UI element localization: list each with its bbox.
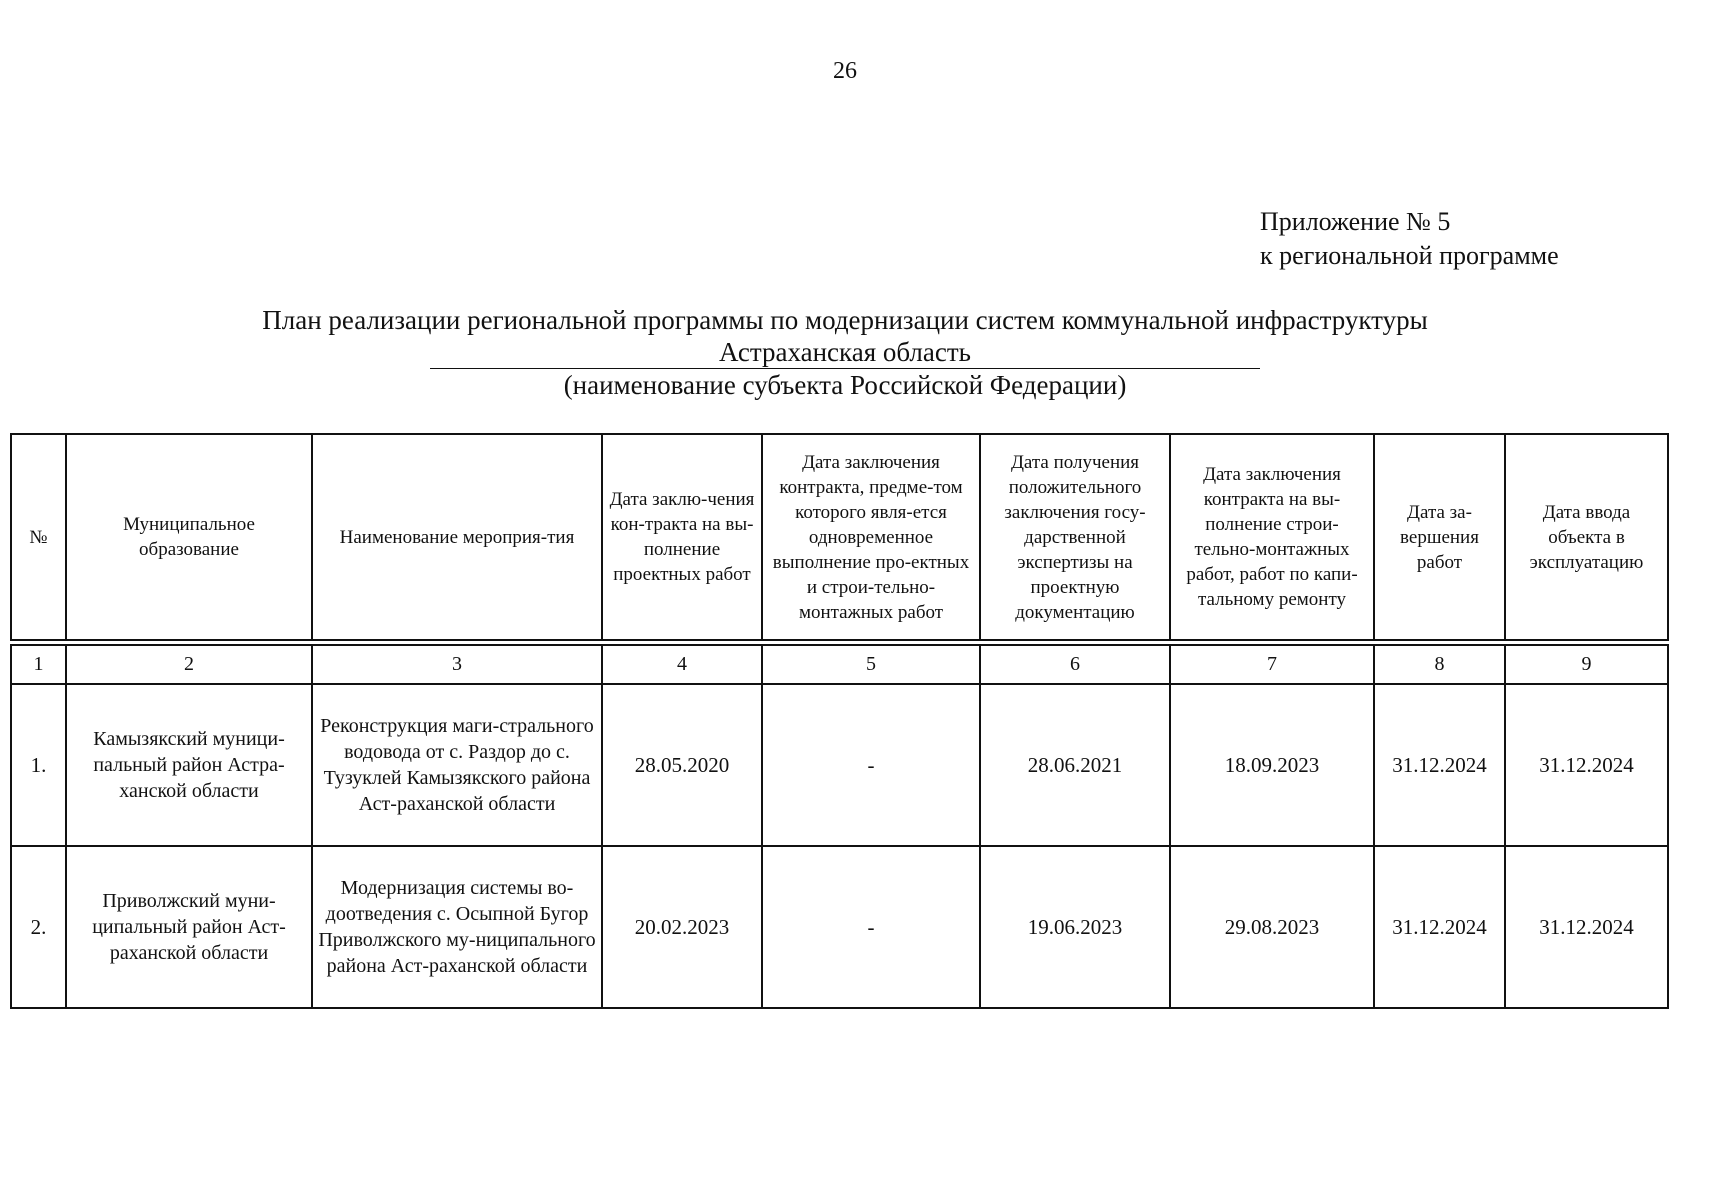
row-construction-contract: 29.08.2023 [1170, 846, 1374, 1008]
row-expertise: 28.06.2021 [980, 684, 1170, 846]
row-commissioning: 31.12.2024 [1505, 684, 1668, 846]
header-municipality: Муниципальное образование [66, 434, 312, 640]
header-event: Наименование мероприя-тия [312, 434, 602, 640]
row-combined-contract: - [762, 684, 980, 846]
plan-table [10, 433, 1669, 1009]
column-number: 8 [1374, 645, 1505, 684]
header-construction-contract: Дата заключения контракта на вы-полнение строи-тельно-монтажных работ, работ по капи-тальному ремонту [1170, 434, 1374, 640]
page-number: 26 [833, 58, 857, 84]
table-row [11, 684, 1668, 846]
row-municipality: Камызякский муници-пальный район Астра-ханской области [66, 684, 312, 846]
row-completion: 31.12.2024 [1374, 846, 1505, 1008]
row-completion: 31.12.2024 [1374, 684, 1505, 846]
row-construction-contract: 18.09.2023 [1170, 684, 1374, 846]
table-header-row [11, 434, 1668, 640]
document-title [0, 304, 1690, 401]
column-number: 9 [1505, 645, 1668, 684]
column-number-row [11, 645, 1668, 684]
header-design-contract: Дата заклю-чения кон-тракта на вы-полнение проектных работ [602, 434, 762, 640]
appendix-note [1260, 205, 1559, 273]
row-design-contract: 20.02.2023 [602, 846, 762, 1008]
column-number: 4 [602, 645, 762, 684]
appendix-line-2: к региональной программе [1260, 241, 1559, 270]
header-expertise: Дата получения положительного заключения госу-дарственной экспертизы на проектную документацию [980, 434, 1170, 640]
column-number: 5 [762, 645, 980, 684]
row-design-contract: 28.05.2020 [602, 684, 762, 846]
row-municipality: Приволжский муни-ципальный район Аст-раханской области [66, 846, 312, 1008]
column-number: 6 [980, 645, 1170, 684]
title-main: План реализации региональной программы по модернизации систем коммунальной инфраструктуры [262, 305, 1428, 335]
row-event: Модернизация системы во-доотведения с. Осыпной Бугор Приволжского му-ниципального района Аст-раханской области [312, 846, 602, 1008]
title-subject: Астраханская область [430, 336, 1260, 369]
header-completion: Дата за-вершения работ [1374, 434, 1505, 640]
title-subject-caption: (наименование субъекта Российской Федерации) [563, 370, 1127, 400]
appendix-line-1: Приложение № 5 [1260, 207, 1451, 236]
column-number: 3 [312, 645, 602, 684]
row-combined-contract: - [762, 846, 980, 1008]
row-expertise: 19.06.2023 [980, 846, 1170, 1008]
header-combined-contract: Дата заключения контракта, предме-том которого явля-ется одновременное выполнение про-ектных и строи-тельно-монтажных работ [762, 434, 980, 640]
column-number: 1 [11, 645, 66, 684]
row-commissioning: 31.12.2024 [1505, 846, 1668, 1008]
column-number: 7 [1170, 645, 1374, 684]
header-number: № [11, 434, 66, 640]
row-number: 2. [11, 846, 66, 1008]
table-row [11, 846, 1668, 1008]
header-commissioning: Дата ввода объекта в эксплуатацию [1505, 434, 1668, 640]
row-number: 1. [11, 684, 66, 846]
row-event: Реконструкция маги-стрального водовода от с. Раздор до с. Тузуклей Камызякского района Аст-раханской области [312, 684, 602, 846]
column-number: 2 [66, 645, 312, 684]
